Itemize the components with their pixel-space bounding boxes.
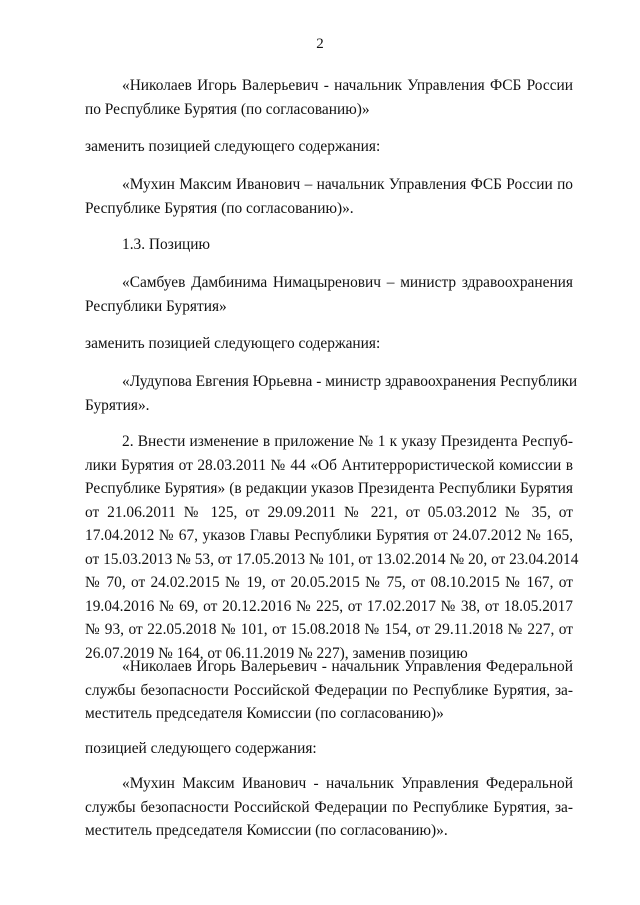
text-line: № 70, от 24.02.2015 № 19, от 20.05.2015 № 75, от 08.10.2015 № 167, от (85, 574, 573, 591)
text-line: заменить позицией следующего содержания: (85, 138, 381, 155)
text-line: 1.3. Позицию (122, 236, 211, 253)
text-line: Бурятия». (85, 396, 150, 414)
text-line: 19.04.2016 № 69, от 20.12.2016 № 225, от 17.02.2017 № 38, от 18.05.2017 (85, 597, 573, 615)
text-line: «Самбуев Дамбинима Нимацыренович – министр здравоохранения (122, 274, 573, 291)
paragraph-p10 (85, 737, 573, 761)
paragraph-p2 (85, 135, 573, 159)
text-line: меститель председателя Комиссии (по согласованию)» (85, 705, 444, 722)
paragraph-p6 (85, 332, 573, 356)
paragraph-p11 (85, 772, 573, 843)
text-line: Республике Бурятия» (в редакции указов Президента Республики Бурятия (85, 480, 573, 497)
text-line: «Мухин Максим Иванович – начальник Управления ФСБ России по (122, 176, 573, 193)
paragraph-p8 (85, 430, 579, 665)
text-line: Республики Бурятия» (85, 297, 227, 315)
text-line: 2. Внести изменение в приложение № 1 к указу Президента Респуб- (122, 433, 573, 450)
text-line: заменить позицией следующего содержания: (85, 335, 381, 352)
text-line: по Республике Бурятия (по согласованию)» (85, 100, 370, 118)
text-line: № 93, от 22.05.2018 № 101, от 15.08.2018 № 154, от 29.11.2018 № 227, от (85, 621, 573, 638)
text-line: от 15.03.2013 № 53, от 17.05.2013 № 101, от 13.02.2014 № 20, от 23.04.2014 (85, 550, 579, 568)
paragraph-p1 (85, 74, 573, 121)
text-line: службы безопасности Российской Федерации по Республике Бурятия, за- (85, 681, 573, 699)
text-line: 17.04.2012 № 67, указов Главы Республики Бурятия от 24.07.2012 № 165, (85, 527, 573, 544)
paragraph-p5 (85, 271, 573, 318)
text-line: Республике Бурятия (по согласованию)». (85, 199, 354, 217)
text-line: «Лудупова Евгения Юрьевна - министр здравоохранения Республики (122, 373, 578, 390)
paragraph-p7 (85, 370, 578, 417)
text-line: «Николаев Игорь Валерьевич - начальник Управления ФСБ России (122, 77, 573, 94)
text-line: лики Бурятия от 28.03.2011 № 44 «Об Антитеррористической комиссии в (85, 456, 573, 474)
page-number: 2 (316, 36, 324, 52)
text-line: меститель председателя Комиссии (по согласованию)». (85, 822, 448, 839)
text-line: «Мухин Максим Иванович - начальник Управления Федеральной (122, 775, 573, 792)
text-line: позицией следующего содержания: (85, 740, 317, 757)
text-line: 26.07.2019 № 164, от 06.11.2019 № 227), заменив позицию (85, 644, 468, 662)
text-line: «Николаев Игорь Валерьевич - начальник Управления Федеральной (122, 658, 573, 675)
text-line: от 21.06.2011 № 125, от 29.09.2011 № 221, от 05.03.2012 № 35, от (85, 503, 573, 521)
text-line: службы безопасности Российской Федерации по Республике Бурятия, за- (85, 798, 573, 816)
paragraph-p9 (85, 655, 573, 726)
paragraph-p4 (85, 233, 573, 257)
paragraph-p3 (85, 173, 573, 220)
